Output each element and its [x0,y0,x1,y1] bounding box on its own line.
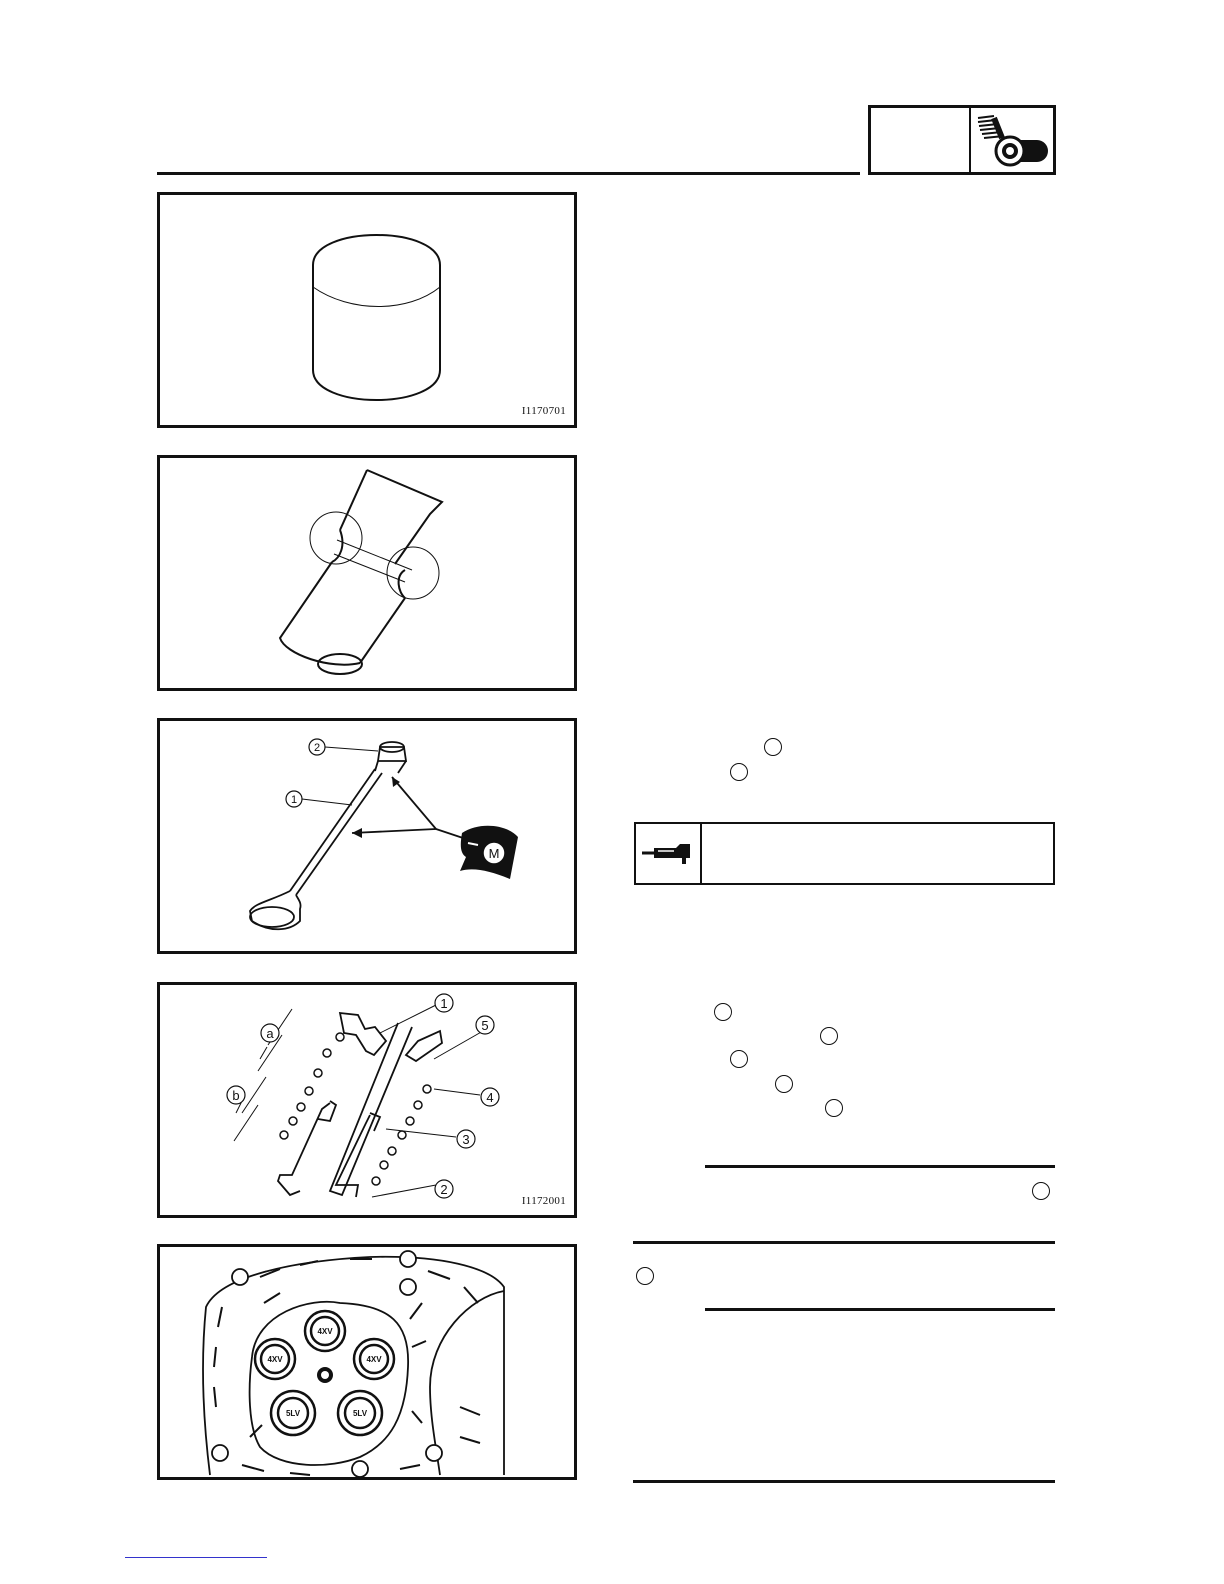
camshaft-and-valve-icon [972,108,1053,172]
valve-lifter-drawing [160,195,574,425]
section-rule [633,1241,1055,1244]
callout-2: 2 [313,742,321,754]
header-rule [157,172,860,175]
callout-4: 4 [486,1090,494,1105]
note-top-rule [705,1165,1055,1168]
cylinder-head-drawing [160,1247,574,1477]
figure-valve-stem-end [157,455,577,691]
figure-valve-stem-seal-lubrication [157,718,577,954]
valve-label: 4XV [317,1327,333,1336]
callout-5: 5 [481,1018,489,1033]
section-tab-divider [969,108,971,172]
figure-valve-spring-installation [157,982,577,1218]
page-bottom-rule [633,1480,1055,1483]
reference-marker [714,1003,732,1021]
reference-marker [764,738,782,756]
callout-b: b [232,1088,240,1103]
footer-link-underline[interactable] [125,1557,267,1558]
reference-marker [730,1050,748,1068]
moly-oil-marker: M [488,846,500,861]
figure-code: I1170701 [521,405,566,417]
callout-1: 1 [290,794,298,806]
callout-2: 2 [440,1182,448,1197]
lubricant-box [634,822,1055,885]
valve-spring-drawing [160,985,574,1215]
reference-marker [775,1075,793,1093]
reference-marker [730,763,748,781]
valve-label: 5LV [352,1409,368,1418]
reference-marker [1032,1182,1050,1200]
molybdenum-disulfide-oil-icon [636,824,698,883]
section-tab [868,105,1056,175]
reference-marker [825,1099,843,1117]
callout-a: a [266,1026,274,1041]
valve-label: 5LV [285,1409,301,1418]
figure-cylinder-head [157,1244,577,1480]
callout-1: 1 [440,996,448,1011]
valve-seal-drawing [160,721,574,951]
note-bottom-rule [705,1308,1055,1311]
figure-code: I1172001 [521,1195,566,1207]
reference-marker [820,1027,838,1045]
valve-label: 4XV [366,1355,382,1364]
lubricant-icon-cell [636,824,702,883]
figure-valve-lifter [157,192,577,428]
valve-label: 4XV [267,1355,283,1364]
valve-stem-drawing [160,458,574,688]
reference-marker [636,1267,654,1285]
callout-3: 3 [462,1132,470,1147]
